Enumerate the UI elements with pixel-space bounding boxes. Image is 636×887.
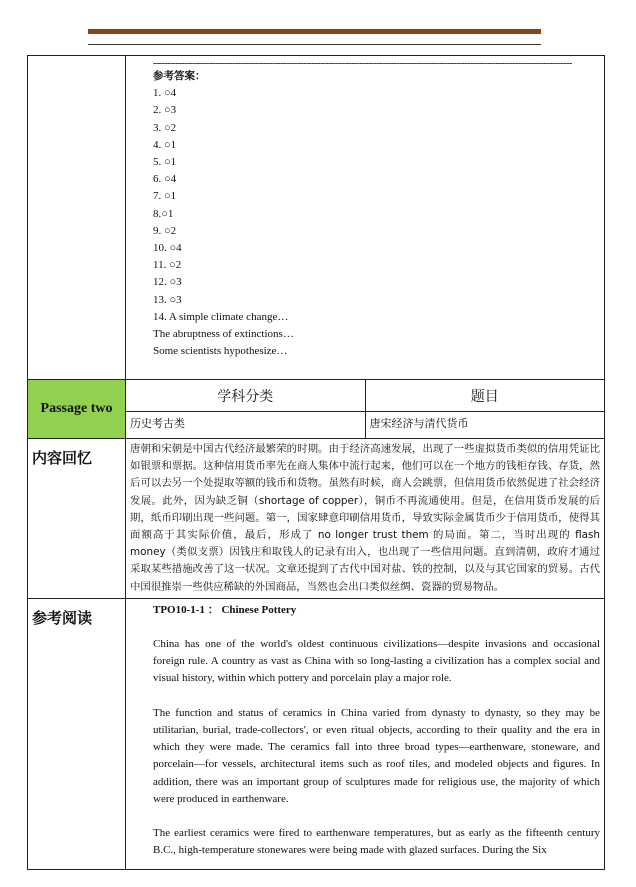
header-rule-thin — [88, 44, 541, 45]
answer-item: 11. ○2 — [153, 259, 182, 272]
answer-item: 13. ○3 — [153, 293, 182, 306]
topic-value: 唐宋经济与清代货币 — [365, 412, 605, 439]
category-value: 历史考古类 — [126, 412, 366, 439]
recall-row — [28, 439, 605, 599]
answer-item: 1. ○4 — [153, 87, 177, 100]
topic-header: 题目 — [365, 380, 605, 412]
answers-row — [28, 56, 605, 380]
reading-cell — [126, 598, 605, 869]
answer-item: 14. A simple climate change… — [153, 310, 289, 323]
reading-paragraph: The function and status of ceramics in China varied from dynasty to dynasty, so they may be utilitarian, burial, trade-collectors', or even ritual objects, according to their quality and the era in which they were made. The ceramics fall into three broad types—earthenware, stoneware, and porcelain—for vessels, architectural items such as roof tiles, and modeled objects and figures. In addition, there was an important group of sculptures made for religious use, the majority of which were produced in earthenware. — [153, 706, 600, 805]
answer-item: 6. ○4 — [153, 173, 177, 186]
answer-item: 5. ○1 — [153, 156, 177, 169]
answer-item: Some scientists hypothesize… — [153, 345, 288, 358]
recall-text: 唐朝和宋朝是中国古代经济最繁荣的时期。由于经济高速发展，出现了一些虚拟货币类似的信用凭证比如银票和票据。这种信用货币率先在商人集体中流行起来，他们可以在一个地方的钱柜存钱、存货，然后可以去另一个处提取等额的钱币和货物。虽然有时候，商人会跳票，但信用货币依然促进了社会经济发展。此外，因为缺乏铜（shortage of copper），铜币不再流通使用。但是，在信用货币发展的后期，纸币印刷出现一些问题。第一，国家肆意印刷信用货币，导致实际金属货币少于信用货币，使得其面额高于其实际价值，最后，形成了 no longer trust them 的局面。第二，当时出现的 flash money（类似支票）因钱庄和取钱人的记录有出入，也出现了一些信用问题。直到清朝，政府才通过采取某些措施改善了这一状况。文章还提到了古代中国对盐、铁的控制，以及与其它国家的贸易。古代中国很推崇一些供应稀缺的外国商品，当然也会出口类似丝绸、瓷器的贸易物品。 — [126, 439, 605, 599]
answers-list — [153, 85, 604, 360]
answer-item: 12. ○3 — [153, 276, 182, 289]
passage-header-row — [28, 380, 605, 412]
reading-row — [28, 598, 605, 869]
header-rule-thick — [88, 29, 541, 34]
reading-paragraph: The earliest ceramics were fired to earthenware temperatures, but as early as the fifteenth century B.C., high-temperature stonewares were being made with glazed surfaces. During the Six — [153, 827, 600, 857]
answer-item: 3. ○2 — [153, 121, 177, 134]
answer-item: 10. ○4 — [153, 242, 182, 255]
reading-paragraph: China has one of the world's oldest continuous civilizations—despite invasions and occasional foreign rule. A country as vast as China with so long-lasting a civilization has a complex social and visual history, within which pottery and porcelain play a major role. — [153, 638, 600, 685]
answers-cell — [126, 56, 605, 380]
answer-item: 4. ○1 — [153, 138, 177, 151]
empty-cell — [28, 56, 126, 380]
answers-title: 参考答案： — [153, 70, 206, 82]
reading-label: 参考阅读 — [28, 598, 126, 869]
answer-item: 2. ○3 — [153, 104, 177, 117]
answer-item: 7. ○1 — [153, 190, 177, 203]
passage-label: Passage two — [28, 380, 126, 439]
recall-label: 内容回忆 — [28, 439, 126, 599]
answer-item: The abruptness of extinctions… — [153, 328, 294, 341]
category-header: 学科分类 — [126, 380, 366, 412]
passage-table — [27, 55, 605, 870]
answer-item: 8.○1 — [153, 207, 174, 220]
dashed-separator: ---------------------------------------------------------------------------------------------------------------------------------------------------- — [153, 60, 572, 68]
reading-title: TPO10-1-1 ： Chinese Pottery — [153, 603, 297, 616]
answer-item: 9. ○2 — [153, 224, 177, 237]
